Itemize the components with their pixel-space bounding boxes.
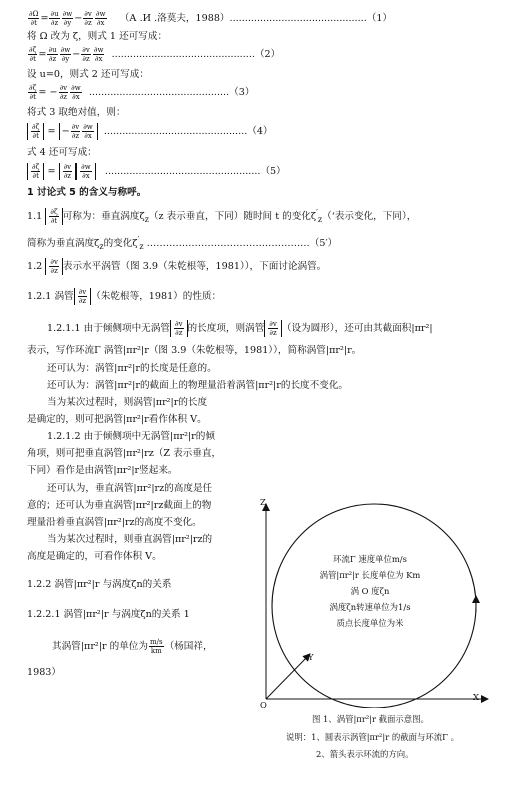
equation-5: $\frac{\partial\zeta}{\partial t}$ = $\frac{\partial v}{\partial z}$ $\frac{\partial w}{\partial x}$ ...................................................（5）: [27, 163, 286, 180]
figure-label-rotation: 涡度ζn转速单位为1/s: [329, 602, 411, 612]
section-1-1: 1.1 $\frac{\partial\zeta}{\partial t}$ 可称为：垂直涡度$\zeta_z(z$ 表示垂直，下同）随时间 t 的变化$\zeta'_z(‘$表示变化，下同），: [27, 208, 417, 226]
fraction: $\frac{\partial v}{\partial z}$: [71, 123, 80, 140]
axis-label-y: Y: [308, 652, 314, 662]
paragraph: 理量沿着垂直涡管|πr²|rz的高度不变化。: [27, 517, 202, 528]
fraction: $\frac{\partial v}{\partial z}$: [174, 320, 183, 337]
equation-number: （2）: [254, 49, 281, 60]
figure-label-particle: 质点长度单位为米: [336, 618, 404, 628]
section-1-2-1-1: 1.2.1.1 由于倾侧项中无涡管 $\frac{\partial v}{\partial z}$ 的长度项，则涡管 $\frac{\partial v}{\partial z}$ （设为圆形），还可由其截面积|πr²|: [47, 320, 433, 337]
paragraph: 意的；还可认为垂直涡管|πr²|rz截面上的物: [27, 500, 212, 511]
paragraph: 表示，写作环流Γ 涡管|πr²|r（图 3.9（朱乾根等，1981）），简称涡管|πr²|r。: [27, 345, 362, 356]
origin-label: O: [260, 700, 267, 710]
figure-label-length: 涡管|πr²|r 长度单位为 Km: [319, 570, 421, 580]
absolute-value: [27, 163, 44, 180]
equation-number: （4）: [247, 126, 273, 137]
fraction: $\frac{\partial v}{\partial z}$: [269, 320, 277, 337]
leader-dots: ..............................................: [88, 87, 230, 98]
leader-dots: ……………………………………………: [146, 238, 310, 250]
fraction: $\frac{\partial w}{\partial x}$: [81, 163, 91, 180]
section-heading-1: 1 讨论式 5 的含义与称呼。: [27, 187, 147, 198]
fraction: $\frac{\partial w}{\partial y}$: [60, 46, 71, 63]
equation-3: $\frac{\partial\zeta}{\partial t}$ = − $\frac{\partial v}{\partial z}$ $\frac{\partial w}{\partial x}$ ..............................................（3）: [29, 84, 255, 101]
axis-label-x: X: [473, 692, 479, 702]
absolute-value: − $\frac{\partial v}{\partial z}$ $\frac{\partial w}{\partial x}$: [59, 123, 98, 140]
paragraph: 式 4 还可写成：: [27, 147, 97, 158]
paragraph: 设 u=0，则式 2 还可写成：: [27, 69, 149, 80]
fraction: $\frac{\partial\zeta}{\partial t}$: [29, 84, 37, 101]
absolute-value: [76, 163, 96, 180]
absolute-value: [264, 320, 282, 337]
fraction: $\frac{\partial v}{\partial z}$: [63, 163, 72, 180]
absolute-value: [59, 163, 77, 180]
fraction: $\frac{\partial v}{\partial z}$: [78, 288, 87, 305]
section-1-2: 1.2 $\frac{\partial v}{\partial z}$ 表示水平涡管（图 3.9（朱乾根等，1981）），下面讨论涡管。: [27, 258, 327, 275]
equation-2: $\frac{\partial\zeta}{\partial t}$ = $\frac{\partial u}{\partial z}$ $\frac{\partial w}{\partial y}$ − $\frac{\partial v}{\partial z}$ $\frac{\partial w}{\partial x}$ ...............................................（2）: [29, 46, 281, 63]
paragraph: 下同）看作是由涡管|πr²|r竖起来。: [27, 465, 178, 476]
fraction: $\frac{\partial w}{\partial x}$: [83, 123, 93, 140]
paragraph: 还可认为，垂直涡管|πr²|rz的高度是任: [47, 483, 213, 494]
fraction: $\frac{\partial v}{\partial z}$: [84, 10, 92, 27]
paragraph: 高度是确定的，可看作体积 V。: [27, 551, 162, 562]
fraction: $\frac{\partial u}{\partial z}$: [50, 10, 59, 27]
equation-number: （5′）: [309, 238, 338, 250]
section-1-2-1: 1.2.1 涡管 $\frac{\partial v}{\partial z}$ （朱乾根等，1981）的性质：: [27, 288, 222, 305]
equation-number: （1）: [366, 13, 393, 24]
fraction: $\frac{\partial w}{\partial y}$: [62, 10, 73, 27]
leader-dots: ...................................................: [104, 166, 261, 177]
figure-note-1: 说明：1、圆表示涡管|πr²|r 的截面与环流Γ 。: [286, 732, 459, 742]
paragraph: 将 Ω 改为 ζ，则式 1 还可写成：: [27, 31, 168, 42]
paragraph: 将式 3 取绝对值，则：: [27, 107, 126, 118]
fraction: $\frac{\partial v}{\partial z}$: [50, 258, 58, 275]
absolute-value: [170, 320, 188, 337]
absolute-value: [27, 123, 44, 140]
fraction: $\frac{\partial\zeta}{\partial t}$: [32, 163, 40, 180]
axis-label-z: Z: [260, 497, 266, 507]
paragraph-unit: 其涡管|πr²|r 的单位为 $\frac{m/s}{km}$ （杨国祥，: [52, 638, 213, 655]
fraction: $\frac{\partial\zeta}{\partial t}$: [50, 208, 58, 226]
figure-label-vortex: 涡 O 度ζn: [350, 586, 390, 596]
paragraph: 1.2.1.2 由于倾侧项中无涡管|πr²|r的倾: [47, 431, 215, 442]
fraction: $\frac{\partial w}{\partial x}$: [95, 10, 106, 27]
absolute-value: [74, 288, 92, 305]
equation-4: $\frac{\partial\zeta}{\partial t}$ = − $\frac{\partial v}{\partial z}$ $\frac{\partial w}{\partial x}$ ...............................................（4）: [27, 123, 273, 140]
section-1-2-2-1: 1.2.2.1 涡管|πr²|r 与涡度ζn的关系 1: [27, 609, 190, 620]
absolute-value: [45, 258, 63, 275]
paragraph: 1983）: [27, 667, 62, 678]
fraction: $\frac{m/s}{km}$: [150, 638, 163, 655]
paragraph: 是确定的，则可把涡管|πr²|r看作体积 V。: [27, 414, 207, 425]
equation-1: $\frac{\partial\Omega}{\partial t}$ = $\frac{\partial u}{\partial z}$ $\frac{\partial w}{\partial y}$ − $\frac{\partial v}{\partial z}$ $\frac{\partial w}{\partial x}$ （А .И .洛莫夫，1988）.............................................（1）: [29, 10, 393, 27]
fraction: $\frac{\partial\Omega}{\partial t}$: [29, 10, 39, 27]
leader-dots: ...............................................: [103, 126, 248, 137]
figure-label-circulation: 环流Γ 速度单位m/s: [333, 554, 407, 564]
leader-dots: .............................................: [229, 13, 367, 24]
section-1-1-line-2: 简称为垂直涡度$\zeta_z$的变化$\zeta'_z$ ……………………………………………（5′）: [27, 235, 338, 252]
fraction: $\frac{\partial u}{\partial z}$: [48, 46, 57, 63]
paragraph: 角项，则可把垂直涡管|πr²|rz（Z 表示垂直，: [27, 448, 222, 459]
paragraph: 还可认为：涡管|πr²|r的截面上的物理量沿着涡管|πr²|r的长度不变化。: [47, 380, 349, 391]
paragraph: 还可认为：涡管|πr²|r的长度是任意的。: [47, 363, 217, 374]
leader-dots: ...............................................: [111, 49, 255, 60]
absolute-value: [45, 208, 62, 225]
fraction: $\frac{\partial v}{\partial z}$: [82, 46, 90, 63]
equation-number: （5）: [260, 166, 286, 177]
fraction: $\frac{\partial\zeta}{\partial t}$: [29, 46, 37, 63]
paragraph: 当为某次过程时，则垂直涡管|πr²|rz的: [47, 534, 213, 545]
citation: （А .И .洛莫夫，1988）: [119, 13, 230, 24]
fraction: $\frac{\partial\zeta}{\partial t}$: [32, 123, 40, 140]
figure-note-2: 2、箭头表示环流的方向。: [316, 749, 414, 759]
section-1-2-2: 1.2.2 涡管|πr²|r 与涡度ζn的关系: [27, 579, 172, 590]
figure-caption: 图 1、涡管|πr²|r 截面示意图。: [312, 714, 429, 724]
fraction: $\frac{\partial w}{\partial x}$: [71, 84, 81, 101]
fraction: $\frac{\partial w}{\partial x}$: [93, 46, 104, 63]
fraction: $\frac{\partial v}{\partial z}$: [59, 84, 68, 101]
paragraph: 当为某次过程时，则涡管|πr²|r的长度: [47, 397, 208, 408]
equation-number: （3）: [229, 87, 255, 98]
